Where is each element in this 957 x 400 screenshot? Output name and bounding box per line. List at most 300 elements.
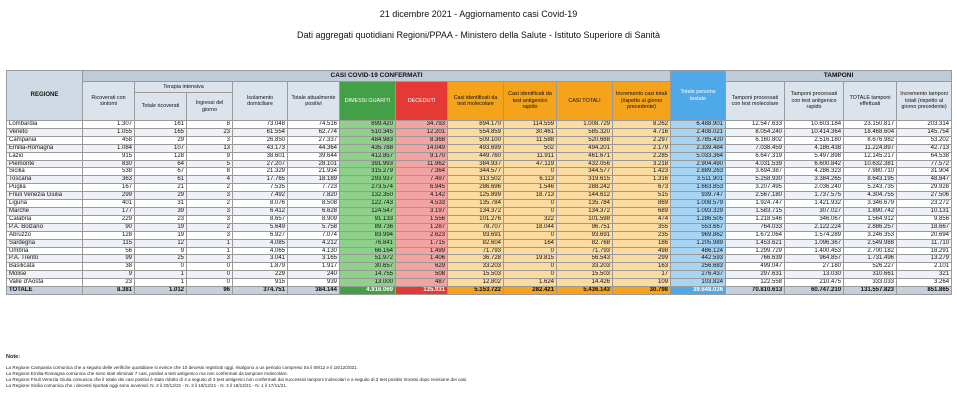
table-cell: 1.453.621 (726, 239, 785, 247)
table-cell: 11.588 (504, 136, 557, 144)
table-cell: 23 (83, 279, 135, 287)
table-cell: 4.142 (396, 192, 448, 200)
table-cell: 18.044 (504, 223, 557, 231)
table-cell: 7.535 (233, 184, 288, 192)
table-row (7, 168, 952, 176)
table-cell: 165 (135, 128, 187, 136)
col-ti-totale: Totale ricoverati (135, 93, 187, 121)
col-dimessi: DIMESSI GUARITI (340, 82, 396, 121)
table-cell: 498 (613, 247, 671, 255)
table-cell: 210.475 (785, 279, 844, 287)
table-cell: 9 (135, 247, 187, 255)
table-cell: 163 (613, 263, 671, 271)
table-cell: 432.056 (557, 160, 613, 168)
group-casi-confermati: CASI COVID-19 CONFERMATI (83, 71, 671, 82)
table-cell: 0 (504, 168, 557, 176)
region-name-cell: Marche (7, 207, 83, 215)
col-tamp-totale: TOTALE tamponi effettuati (844, 82, 897, 121)
table-cell: 494.201 (557, 144, 613, 152)
table-cell: 307.027 (785, 207, 844, 215)
table-row (7, 239, 952, 247)
table-cell: 0 (504, 263, 557, 271)
col-incremento: Incremento casi totali (rispetto al giorno precedente) (613, 82, 671, 121)
table-cell: 1.663.853 (671, 184, 726, 192)
table-cell: 33.203 (448, 263, 504, 271)
table-cell: 5.649 (233, 223, 288, 231)
table-cell: 915 (233, 279, 288, 287)
table-cell: 499.047 (726, 263, 785, 271)
table-cell: 894.170 (448, 121, 504, 129)
region-name-cell: Sicilia (7, 168, 83, 176)
covid-data-table (6, 70, 952, 295)
table-cell: 8.076 (233, 200, 288, 208)
note-line: La Regione Sicilia comunica che i decessi riportati oggi sono avvenuti: N. 2 il 20/12/21 - N. 3 il 19/12/21 - N. 3 il 18/12/21 - N. 1 il 17/11/21. (6, 383, 288, 389)
region-name-cell: Friuli Venezia Giulia (7, 192, 83, 200)
table-cell: 77.572 (897, 160, 952, 168)
table-cell: 673 (613, 184, 671, 192)
table-cell: 103.824 (671, 279, 726, 287)
table-cell: 2.122.224 (785, 223, 844, 231)
table-cell: 6.600.842 (785, 160, 844, 168)
report-subtitle: Dati aggregati quotidiani Regioni/PPAA - Ministero della Salute - Istituto Superiore di Sanità (296, 30, 661, 40)
table-cell: 276.437 (671, 271, 726, 279)
table-row (7, 200, 952, 208)
table-cell: 2.904.490 (671, 160, 726, 168)
table-cell: 8.054.240 (726, 128, 785, 136)
table-cell: 689 (613, 207, 671, 215)
table-cell: 1.672.064 (726, 231, 785, 239)
table-cell: 520.688 (557, 136, 613, 144)
group-terapia-intensiva: Terapia intensiva (135, 82, 233, 93)
table-cell: 1.299.729 (726, 247, 785, 255)
table-cell: 1.624 (504, 279, 557, 287)
table-cell: 20.694 (897, 231, 952, 239)
col-regione: REGIONE (7, 71, 83, 121)
table-cell: 144.612 (557, 192, 613, 200)
table-cell: 161 (135, 121, 187, 129)
col-tamp-antigenico: Tamponi processati con test antigenico rapido (785, 82, 844, 121)
table-cell: 2 (187, 223, 233, 231)
table-cell: 508 (396, 271, 448, 279)
table-cell: 30.657 (340, 263, 396, 271)
table-cell: 2 (187, 200, 233, 208)
table-cell: 125.899 (448, 192, 504, 200)
table-cell: 23 (187, 128, 233, 136)
table-cell: 7.820 (288, 192, 340, 200)
table-cell: 135.931 (396, 287, 448, 295)
table-cell: 4.286.323 (785, 168, 844, 176)
region-name-cell: Liguria (7, 200, 83, 208)
note-line: La Regione Emilia-Romagna comunica che sono stati eliminati 7 casi, positivi a test antigenico ma non confermati da tampone molecolare. (6, 371, 288, 377)
table-cell: 1.731.496 (844, 255, 897, 263)
table-cell: 61.554 (233, 128, 288, 136)
table-cell: 135.784 (557, 200, 613, 208)
table-cell: 553.667 (671, 223, 726, 231)
col-casi-antigenico: Casi identificati da test antigenico rapido (504, 82, 557, 121)
table-cell: 48.847 (897, 176, 952, 184)
table-cell: 71.793 (448, 247, 504, 255)
table-cell: 240 (288, 271, 340, 279)
table-cell: 1 (187, 239, 233, 247)
table-cell: 135.784 (448, 200, 504, 208)
table-cell: 71.793 (557, 247, 613, 255)
table-cell: 64 (135, 160, 187, 168)
region-name-cell: TOTALE (7, 287, 83, 295)
table-cell: 1.286.505 (671, 215, 726, 223)
table-cell: 19 (135, 231, 187, 239)
table-cell: 30.461 (504, 128, 557, 136)
table-row (7, 136, 952, 144)
table-cell: 2.297 (613, 136, 671, 144)
table-cell: 487 (396, 279, 448, 287)
table-cell: 132.350 (340, 192, 396, 200)
table-cell: 9 (83, 271, 135, 279)
table-cell: 64.538 (897, 152, 952, 160)
table-cell: 1.890.742 (844, 207, 897, 215)
table-cell: 5.243.735 (844, 184, 897, 192)
table-cell: 164 (504, 239, 557, 247)
table-cell: 39.648.036 (671, 287, 726, 295)
table-cell: 134.372 (448, 207, 504, 215)
table-cell: 5.758 (288, 223, 340, 231)
table-cell: 851.865 (897, 287, 952, 295)
table-cell: 61 (135, 176, 187, 184)
table-cell: 2.623 (396, 231, 448, 239)
table-cell: 30.798 (613, 287, 671, 295)
table-cell: 2.886.257 (844, 223, 897, 231)
table-cell: 10.603.184 (785, 121, 844, 129)
table-cell: 128 (83, 231, 135, 239)
table-row (7, 207, 952, 215)
table-cell: 134.372 (557, 207, 613, 215)
table-cell: 66.164 (340, 247, 396, 255)
note-line: La Regione Friuli Venezia Giulia comunica che il totale dei casi positivi è stato ridotto di 4 a seguito di 3 test antigenici non confermati dai successivi tamponi molecolari e a seguito di 3 test positivi rimossi dopo revisione dei casi. (6, 377, 468, 383)
table-cell: 585.320 (557, 128, 613, 136)
notes-section (6, 354, 946, 389)
table-cell: 6.945 (396, 184, 448, 192)
table-cell: 10.131 (897, 207, 952, 215)
table-cell: 18.291 (897, 247, 952, 255)
table-cell: 391.993 (340, 160, 396, 168)
table-row (7, 176, 952, 184)
table-cell: 510.345 (340, 128, 396, 136)
table-cell: 1 (135, 279, 187, 287)
table-cell: 2.285 (613, 152, 671, 160)
group-tamponi: TAMPONI (726, 71, 952, 82)
table-cell: 3.197 (396, 207, 448, 215)
table-cell: 23 (135, 215, 187, 223)
region-name-cell: P.A. Trento (7, 255, 83, 263)
table-cell: 288.242 (557, 184, 613, 192)
table-cell: 9 (187, 152, 233, 160)
table-cell: 1.008.579 (671, 200, 726, 208)
table-cell: 7.038.459 (726, 144, 785, 152)
table-cell: 2.567.180 (726, 192, 785, 200)
table-cell: 56 (83, 247, 135, 255)
col-isolamento: Isolamento domiciliare (233, 82, 288, 121)
table-cell: 6.113 (504, 176, 557, 184)
table-cell: 1.307 (83, 121, 135, 129)
table-cell: 99 (83, 255, 135, 263)
table-cell: 4.304.755 (844, 192, 897, 200)
table-cell: 29 (135, 192, 187, 200)
table-cell: 8.368 (396, 136, 448, 144)
table-cell: 18.667 (897, 223, 952, 231)
table-cell: 4 (187, 176, 233, 184)
table-cell: 26.850 (233, 136, 288, 144)
table-cell: 2.408.021 (671, 128, 726, 136)
table-cell: 401 (83, 200, 135, 208)
table-cell: 9.856 (897, 215, 952, 223)
table-cell: 19 (135, 223, 187, 231)
table-cell: 47.119 (504, 160, 557, 168)
table-cell: 14.755 (340, 271, 396, 279)
table-cell: 766.639 (726, 255, 785, 263)
col-tamp-incremento: Incremento tamponi totali (rispetto al giorno precedente) (897, 82, 952, 121)
region-name-cell: Emilia-Romagna (7, 144, 83, 152)
table-cell: 43.173 (233, 144, 288, 152)
region-name-cell: P.A. Bolzano (7, 223, 83, 231)
table-cell: 70.810.613 (726, 287, 785, 295)
table-cell: 3.694.387 (726, 168, 785, 176)
table-cell: 869 (613, 200, 671, 208)
table-row (7, 144, 952, 152)
table-cell: 10.414.364 (785, 128, 844, 136)
table-cell: 4.533 (396, 200, 448, 208)
table-cell: 109 (613, 279, 671, 287)
table-cell: 346.067 (785, 215, 844, 223)
table-cell: 1.546 (504, 184, 557, 192)
table-cell: 6.628 (288, 207, 340, 215)
table-cell: 27.207 (233, 160, 288, 168)
table-cell: 51.972 (340, 255, 396, 263)
table-cell: 122.743 (340, 200, 396, 208)
table-cell: 0 (504, 200, 557, 208)
table-cell: 14.049 (396, 144, 448, 152)
table-cell: 10.632.381 (844, 160, 897, 168)
table-cell: 82.768 (557, 239, 613, 247)
table-cell: 0 (504, 207, 557, 215)
table-cell: 939.747 (671, 192, 726, 200)
table-cell: 3.246.353 (844, 231, 897, 239)
col-casi-totali: CASI TOTALI (557, 82, 613, 121)
table-cell: 6.927 (233, 231, 288, 239)
table-cell: 44.364 (288, 144, 340, 152)
table-row (7, 128, 952, 136)
table-cell: 39 (135, 207, 187, 215)
table-cell: 96 (187, 287, 233, 295)
table-cell: 21.934 (288, 168, 340, 176)
table-cell: 1.205.989 (671, 239, 726, 247)
table-cell: 3.218 (613, 160, 671, 168)
table-cell: 3.511.901 (671, 176, 726, 184)
table-cell: 74.516 (288, 121, 340, 129)
table-cell: 384.144 (288, 287, 340, 295)
table-cell: 1.574.289 (785, 231, 844, 239)
table-cell: 8.643.195 (844, 176, 897, 184)
table-cell: 11.224.897 (844, 144, 897, 152)
table-cell: 256.683 (671, 263, 726, 271)
table-cell: 19.815 (504, 255, 557, 263)
table-cell: 107 (135, 144, 187, 152)
table-cell: 493.699 (448, 144, 504, 152)
table-cell: 7.492 (233, 192, 288, 200)
table-cell: 5.258.930 (726, 176, 785, 184)
table-cell: 554.859 (448, 128, 504, 136)
table-cell: 167 (83, 184, 135, 192)
table-cell: 3.165 (288, 255, 340, 263)
table-row (7, 279, 952, 287)
table-cell: 1.012 (135, 287, 187, 295)
table-row (7, 247, 952, 255)
table-cell: 1.084 (83, 144, 135, 152)
table-cell: 7.074 (288, 231, 340, 239)
table-cell: 56.543 (557, 255, 613, 263)
table-cell: 319.615 (557, 176, 613, 184)
table-cell: 90 (83, 223, 135, 231)
table-cell: 5.153.722 (448, 287, 504, 295)
table-cell: 78.707 (448, 223, 504, 231)
table-cell: 1.924.747 (726, 200, 785, 208)
table-cell: 1.096.367 (785, 239, 844, 247)
table-cell: 27.180 (785, 263, 844, 271)
table-cell: 313.502 (448, 176, 504, 184)
table-row (7, 160, 952, 168)
table-cell: 4.916.069 (340, 287, 396, 295)
table-cell: 515 (613, 192, 671, 200)
table-cell: 38 (83, 263, 135, 271)
table-cell: 384.937 (448, 160, 504, 168)
table-cell: 29 (135, 136, 187, 144)
table-cell: 4.212 (288, 239, 340, 247)
table-cell: 229 (233, 271, 288, 279)
table-cell: 286.696 (448, 184, 504, 192)
table-cell: 2.700.182 (844, 247, 897, 255)
table-cell: 83.994 (340, 231, 396, 239)
table-cell: 31.904 (897, 168, 952, 176)
table-cell: 39.644 (288, 152, 340, 160)
table-cell: 8.909 (288, 215, 340, 223)
table-cell: 442.593 (671, 255, 726, 263)
table-cell: 8.657 (233, 215, 288, 223)
table-cell: 969.862 (671, 231, 726, 239)
table-cell: 0 (187, 279, 233, 287)
region-name-cell: Sardegna (7, 239, 83, 247)
table-cell: 203.314 (897, 121, 952, 129)
table-cell: 25 (135, 255, 187, 263)
region-name-cell: Lazio (7, 152, 83, 160)
table-cell: 8 (187, 121, 233, 129)
table-cell: 333.033 (844, 279, 897, 287)
table-cell: 538 (83, 168, 135, 176)
table-cell: 502 (504, 144, 557, 152)
region-name-cell: Umbria (7, 247, 83, 255)
table-cell: 3.264 (897, 279, 952, 287)
table-cell: 435.788 (340, 144, 396, 152)
table-cell: 461.671 (557, 152, 613, 160)
table-cell: 7.497 (396, 176, 448, 184)
table-cell: 2.101 (897, 263, 952, 271)
table-cell: 7.980.710 (844, 168, 897, 176)
table-cell: 0 (504, 231, 557, 239)
table-cell: 131.557.823 (844, 287, 897, 295)
table-cell: 76.841 (340, 239, 396, 247)
table-cell: 6.160.802 (726, 136, 785, 144)
table-cell: 6.488.901 (671, 121, 726, 129)
col-tamp-molecolare: Tamponi processati con test molecolare (726, 82, 785, 121)
table-cell: 8.262 (613, 121, 671, 129)
table-cell: 374.751 (233, 287, 288, 295)
table-cell: 5.033.364 (671, 152, 726, 160)
table-row (7, 184, 952, 192)
table-cell: 1.421.932 (785, 200, 844, 208)
col-ti-ingressi: Ingressi del giorno (187, 93, 233, 121)
table-cell: 4.065 (233, 247, 288, 255)
table-cell: 14.426 (557, 279, 613, 287)
notes-title: Note: (6, 354, 21, 360)
table-cell: 67 (135, 168, 187, 176)
table-cell: 18.189 (288, 176, 340, 184)
table-cell: 93.691 (557, 231, 613, 239)
region-name-cell: Campania (7, 136, 83, 144)
table-cell: 273.574 (340, 184, 396, 192)
table-cell: 145.754 (897, 128, 952, 136)
table-cell: 2.339.484 (671, 144, 726, 152)
table-cell: 321 (897, 271, 952, 279)
table-cell: 101.276 (448, 215, 504, 223)
table-cell: 124.547 (340, 207, 396, 215)
region-name-cell: Basilicata (7, 263, 83, 271)
table-cell: 18.713 (504, 192, 557, 200)
table-cell: 114.559 (504, 121, 557, 129)
table-cell: 1.564.912 (844, 215, 897, 223)
table-cell: 3 (187, 215, 233, 223)
table-cell: 1.715 (396, 239, 448, 247)
table-cell: 315.279 (340, 168, 396, 176)
table-cell: 1.400.453 (785, 247, 844, 255)
table-cell: 34.793 (396, 121, 448, 129)
table-cell: 62.774 (288, 128, 340, 136)
table-cell: 12.145.217 (844, 152, 897, 160)
table-row (7, 263, 952, 271)
table-cell: 229 (83, 215, 135, 223)
table-cell: 1.917 (288, 263, 340, 271)
table-cell: 3.785.420 (671, 136, 726, 144)
table-cell: 939 (288, 279, 340, 287)
table-cell: 4.716 (613, 128, 671, 136)
region-name-cell: Lombardia (7, 121, 83, 129)
table-cell: 1.423 (613, 168, 671, 176)
table-cell: 1.879 (233, 263, 288, 271)
table-cell: 12.547.633 (726, 121, 785, 129)
table-cell: 299 (83, 192, 135, 200)
table-cell: 1.583.715 (726, 207, 785, 215)
table-cell: 13.030 (785, 271, 844, 279)
table-cell: 17 (613, 271, 671, 279)
col-casi-molecolare: Casi identificati da test molecolare (448, 82, 504, 121)
table-cell: 3.384.265 (785, 176, 844, 184)
table-cell: 344.577 (557, 168, 613, 176)
table-row (7, 231, 952, 239)
table-cell: 11.911 (504, 152, 557, 160)
table-cell: 449.760 (448, 152, 504, 160)
table-cell: 60.747.210 (785, 287, 844, 295)
table-cell: 282.421 (504, 287, 557, 295)
table-cell: 21.329 (233, 168, 288, 176)
table-cell: 3.207.495 (726, 184, 785, 192)
region-name-cell: Molise (7, 271, 83, 279)
table-cell: 355 (613, 223, 671, 231)
